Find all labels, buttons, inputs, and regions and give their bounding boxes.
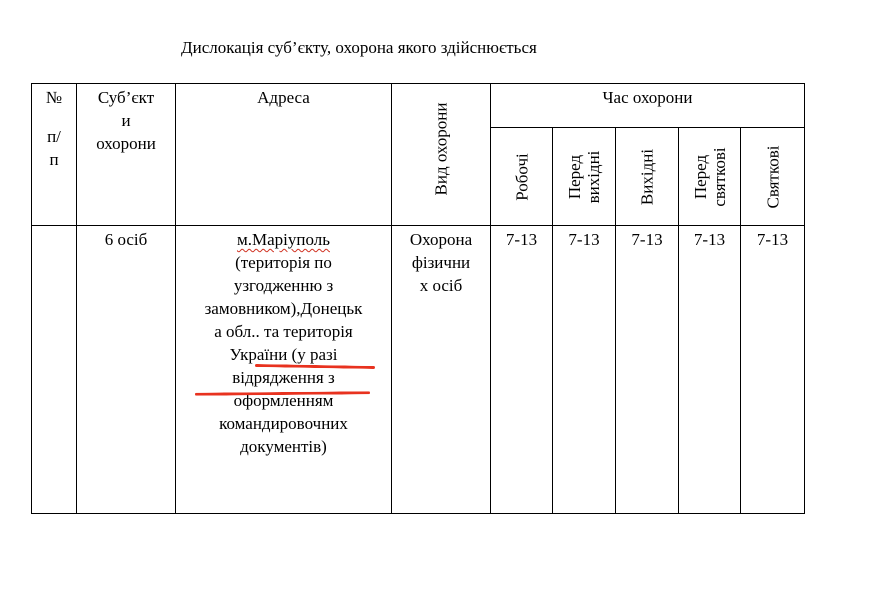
header-workdays: Робочі	[491, 128, 553, 226]
header-guard-time: Час охорони	[491, 84, 805, 128]
cell-time-pre-weekend: 7-13	[553, 226, 616, 514]
cell-guard-type: Охорона фізични х осіб	[392, 226, 491, 514]
cell-time-workdays: 7-13	[491, 226, 553, 514]
cell-time-holiday: 7-13	[741, 226, 805, 514]
cell-time-weekend: 7-13	[616, 226, 679, 514]
header-number: № п/ п	[32, 84, 77, 226]
header-guard-type: Вид охорони	[392, 84, 491, 226]
header-subject: Суб’єкт и охорони	[77, 84, 176, 226]
cell-address: м.Маріуполь (територія по узгодженню з замовником),Донецьк а обл.. та територія України (у разі відрядження з оформленням командировочних документів)	[176, 226, 392, 514]
cell-time-pre-holiday: 7-13	[679, 226, 741, 514]
cell-subject: 6 осіб	[77, 226, 176, 514]
header-pre-weekend: Перед вихідні	[553, 128, 616, 226]
table-row	[32, 226, 805, 514]
dislocation-table	[31, 83, 805, 514]
header-weekend: Вихідні	[616, 128, 679, 226]
document-title: Дислокація суб’єкту, охорона якого здійснюється	[181, 38, 537, 57]
header-pre-holiday: Перед святкові	[679, 128, 741, 226]
header-address: Адреса	[176, 84, 392, 226]
header-holiday: Святкові	[741, 128, 805, 226]
cell-number	[32, 226, 77, 514]
